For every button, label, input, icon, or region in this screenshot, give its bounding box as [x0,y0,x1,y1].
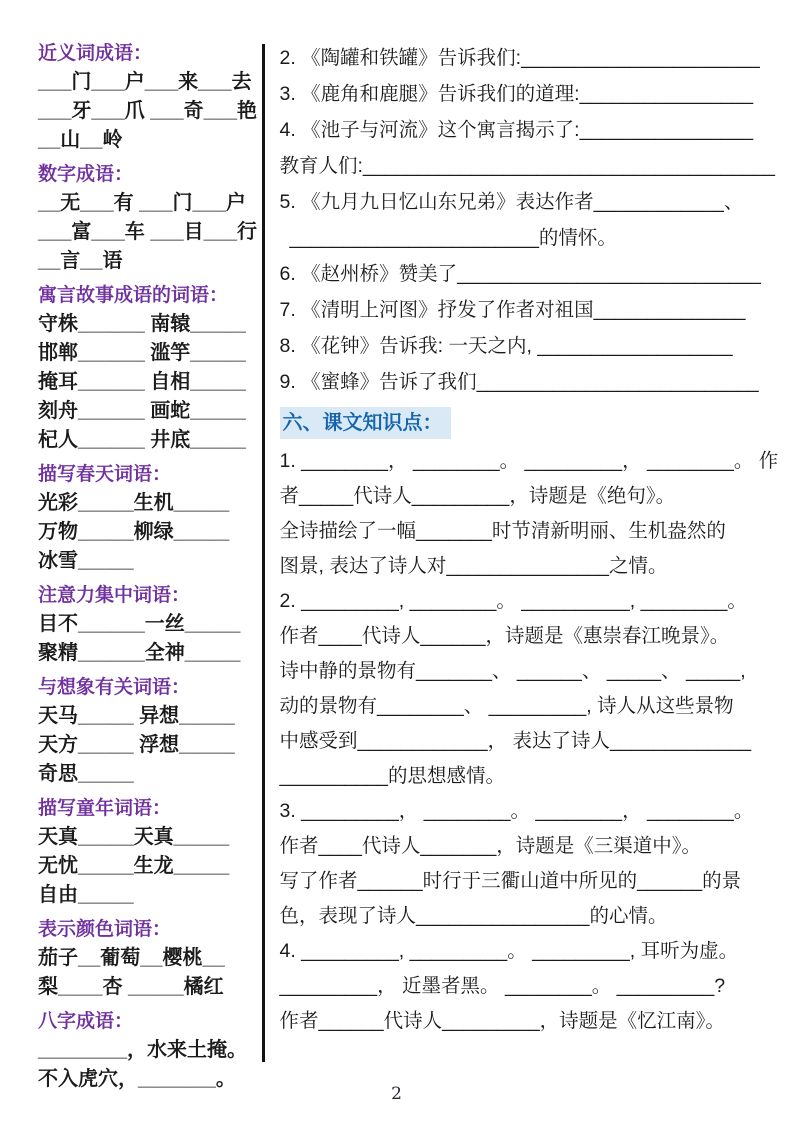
fill-blank-line: 掩耳______ 自相_____ [38,371,246,393]
fill-blank-line: 目不______一丝_____ [38,613,241,635]
fill-blank-line: 自由_____ [38,884,134,906]
knowledge-line: 作者____代诗人______，诗题是《惠崇春江晚景》。 [279,625,730,647]
question-line: 6. 《赵州桥》赞美了____________________________ [279,263,761,285]
knowledge-line: 动的景物有________、 _________, 诗人从这些景物 [279,695,734,717]
knowledge-line: 作者______代诗人_________，诗题是《忆江南》。 [279,1010,725,1032]
question-line: 9. 《蜜蜂》告诉了我们__________________________ [279,371,759,393]
fill-blank-line: 守株______ 南辕_____ [38,313,246,335]
fill-blank-line: 不入虎穴，_______。 [38,1068,236,1090]
question-line: 8. 《花钟》告诉我: 一天之内, __________________ [279,335,733,357]
section-six-header-row [280,407,770,439]
word-section [38,584,262,668]
section-six-header: 六、课文知识点： [280,407,451,439]
section-header: 注意力集中词语： [38,585,191,606]
fill-blank-line: 天马_____ 异想_____ [38,705,235,727]
question-line: 2. 《陶罐和铁罐》告诉我们:______________________ [279,47,760,69]
word-section [38,1010,262,1094]
word-section [38,463,262,576]
section-header: 寓言故事成语的词语： [38,285,229,306]
left-column [38,40,262,1094]
knowledge-line: 诗中静的景物有_______、 ______、 _____、 _____, [279,660,746,682]
page-number: 2 [391,1084,402,1104]
word-section [38,42,262,155]
word-section [38,797,262,910]
knowledge-line: 中感受到____________， 表达了诗人_____________ [279,730,752,752]
knowledge-line: 图景, 表达了诗人对_______________之情。 [279,555,668,577]
fill-blank-line: __无___有 ___门___户 [38,192,246,214]
knowledge-line: 作者____代诗人_______，诗题是《三渠道中》。 [279,835,702,857]
comprehension-questions [279,40,776,400]
knowledge-line: _________， 近墨者黑。 ________。 _________? [279,975,726,997]
word-section [38,676,262,789]
fill-blank-line: ___富___车 ___目___行 [38,221,258,243]
knowledge-line: 4. _________, _________。 _________, 耳听为虚。 [279,940,739,962]
section-header: 数字成语： [38,164,134,185]
section-header: 描写春天词语： [38,464,172,485]
question-line: _______________________的情怀。 [289,227,617,249]
fill-blank-line: 无忧_____生龙_____ [38,855,230,877]
question-line: 3. 《鹿角和鹿腿》告诉我们的道理:________________ [279,83,754,105]
fill-blank-line: 奇思_____ [38,763,134,785]
section-header: 八字成语： [38,1011,134,1032]
question-line: 教育人们:______________________________________ [279,155,776,177]
section-header: 与想象有关词语： [38,677,191,698]
fill-blank-line: ___门___户___来___去 [38,71,252,93]
word-section [38,163,262,276]
section-header: 描写童年词语： [38,798,172,819]
question-line: 5. 《九月九日忆山东兄弟》表达作者____________、 [279,191,744,213]
fill-blank-line: ________，水来土掩。 [38,1039,247,1061]
knowledge-line: 1. ________， ________。 _________， ________。 作 [279,450,779,472]
section-header: 近义词成语： [38,43,153,64]
fill-blank-line: 天真_____天真_____ [38,826,230,848]
knowledge-line: 写了作者______时行于三衢山道中所见的______的景 [279,870,742,892]
section-header: 表示颜色词语： [38,919,172,940]
fill-blank-line: ___牙___爪 ___奇___艳 [38,100,258,122]
word-section [38,918,262,1002]
text-knowledge-points [279,444,779,1039]
fill-blank-line: 杞人______ 井底_____ [38,429,246,451]
fill-blank-line: 冰雪_____ [38,550,134,572]
fill-blank-line: 天方_____ 浮想_____ [38,734,235,756]
knowledge-line: 3. _________， ________。 ________， ________。 [279,800,754,822]
fill-blank-line: 刻舟______ 画蛇_____ [38,400,246,422]
fill-blank-line: 光彩_____生机_____ [38,492,230,514]
knowledge-line: __________的思想感情。 [279,765,505,787]
fill-blank-line: __山__岭 [38,129,123,151]
fill-blank-line: 茄子__葡萄__樱桃__ [38,947,225,969]
fill-blank-line: 邯郸______ 滥竽_____ [38,342,246,364]
question-line: 4. 《池子与河流》这个寓言揭示了:________________ [279,119,754,141]
knowledge-line: 全诗描绘了一幅_______时节清新明丽、生机盎然的 [279,520,726,542]
knowledge-line: 色，表现了诗人________________的心情。 [279,905,668,927]
word-section [38,284,262,455]
right-column [265,40,779,1094]
fill-blank-line: __言__语 [38,250,123,272]
fill-blank-line: 万物_____柳绿_____ [38,521,230,543]
fill-blank-line: 聚精______全神_____ [38,642,241,664]
fill-blank-line: 梨____杏 _____橘红 [38,976,224,998]
question-line: 7. 《清明上河图》抒发了作者对祖国______________ [279,299,746,321]
knowledge-line: 者_____代诗人_________，诗题是《绝句》。 [279,485,676,507]
knowledge-line: 2. _________, ________。 __________, ________。 [279,590,747,612]
